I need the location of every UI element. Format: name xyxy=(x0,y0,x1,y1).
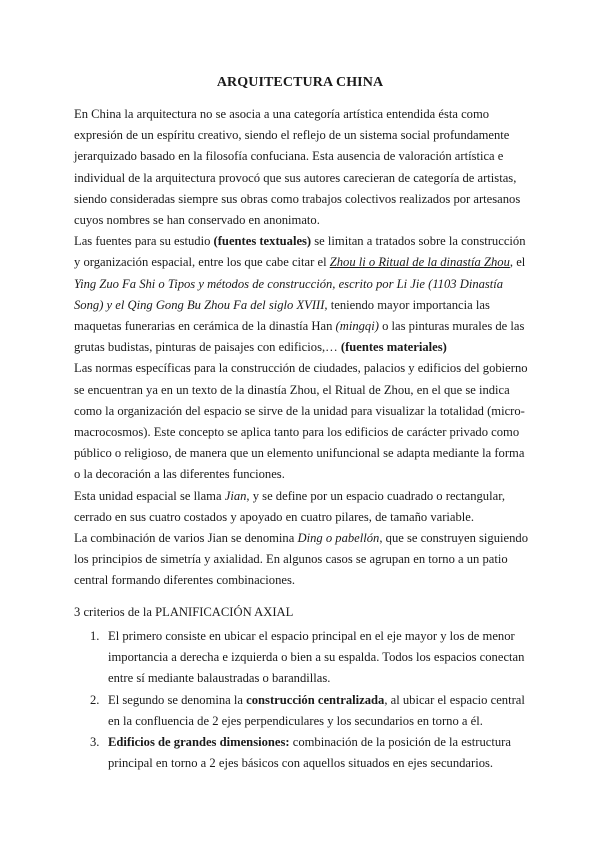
list-item xyxy=(74,690,530,732)
text-run: teniendo mayor importancia las maquetas funerarias en cerámica de la dinastía Han xyxy=(74,297,490,334)
underlined-text: Zhou li o Ritual de la dinastía Zhou xyxy=(329,255,510,270)
text-run: Esta unidad espacial se llama xyxy=(74,488,225,503)
section-title: 3 criterios de la PLANIFICACIÓN AXIAL xyxy=(74,605,294,619)
bold-text: (fuentes materiales) xyxy=(340,340,447,355)
bold-text: (fuentes textuales) xyxy=(213,234,312,249)
paragraph-ding xyxy=(74,528,530,592)
paragraph-sources xyxy=(74,231,530,358)
list-number: 3. xyxy=(90,735,100,750)
paragraph-intro: En China la arquitectura no se asocia a una categoría artística entendida ésta como expresión de un espíritu creativo, siendo el reflejo de un sistema social profundamente jerarquizado basado en la filosofía confuciana. Esta ausencia de valoración artística e individual de la arquitectura provocó que sus autores carecieran de categoría de artistas, siendo consideradas siempre sus obras como trabajos colectivos realizados por artesanos cuyos nombres se han conservado en anonimato. xyxy=(74,107,521,228)
list-item xyxy=(74,626,530,690)
list-number: 1. xyxy=(90,629,100,643)
text-run: La combinación de varios Jian se denomina xyxy=(74,531,298,546)
list-number: 2. xyxy=(90,692,100,707)
list-item-text: El primero consiste en ubicar el espacio principal en el eje mayor y los de menor importancia a derecha e izquierda o bien a su espalda. Todos los espacios conectan entre sí mediante balaustradas o barandillas. xyxy=(108,629,525,686)
text-run: , y se define por un espacio cuadrado o rectangular, cerrado en sus cuatro costados y apoyado en cuatro pilares, de tamaño variable. xyxy=(74,488,506,524)
bold-text: Edificios de grandes dimensiones: xyxy=(108,735,290,750)
italic-text: Jian xyxy=(224,488,247,503)
text-run: o las pinturas murales de las grutas budistas, pinturas de paisajes con edificios,… xyxy=(74,319,525,355)
text-run: Las fuentes para su estudio xyxy=(74,234,214,249)
text-run: , al ubicar el espacio central en la confluencia de 2 ejes perpendiculares y los secundarios en torno a él. xyxy=(108,692,525,728)
italic-text: Ying Zuo Fa Shi o Tipos y métodos de construcción, escrito por Li Jie (1103 Dinastía Song) y el Qing Gong Bu Zhou Fa del siglo XVIII, xyxy=(74,276,504,312)
italic-text: Ding o pabellón xyxy=(297,531,380,546)
page-title: ARQUITECTURA CHINA xyxy=(216,75,384,90)
text-run: se limitan a tratados sobre la construcción y organización espacial, entre los que cabe citar el xyxy=(74,234,526,270)
paragraph-jian xyxy=(74,486,530,528)
document-body xyxy=(74,104,530,592)
bold-text: construcción centralizada xyxy=(246,692,385,707)
italic-underlined-text xyxy=(330,255,510,269)
text-run: , que se construyen siguiendo los principios de simetría y axialidad. En algunos casos se agrupan en torno a un patio central formando diferentes combinaciones. xyxy=(74,531,528,588)
list-item xyxy=(74,732,530,774)
criteria-list xyxy=(74,626,530,774)
paragraph-norms: Las normas específicas para la construcción de ciudades, palacios y edificios del gobierno se encuentran ya en un texto de la dinastía Zhou, el Ritual de Zhou, en el que se indica como la organización del espacio se sirve de la unidad para visualizar la totalidad (micro-macrocosmos). Este concepto se aplica tanto para los edificios de carácter privado como público o religioso, de manera que un elemento unifuncional se adapta mediante la forma o la decoración a las diferentes funciones. xyxy=(74,361,528,482)
text-run: El segundo se denomina la xyxy=(108,692,247,707)
italic-text: (mingqi) xyxy=(335,319,379,334)
text-run: combinación de la posición de la estructura principal en torno a 2 ejes básicos con aquellos situados en ejes secundarios. xyxy=(108,735,511,771)
text-run: , el xyxy=(509,255,526,270)
